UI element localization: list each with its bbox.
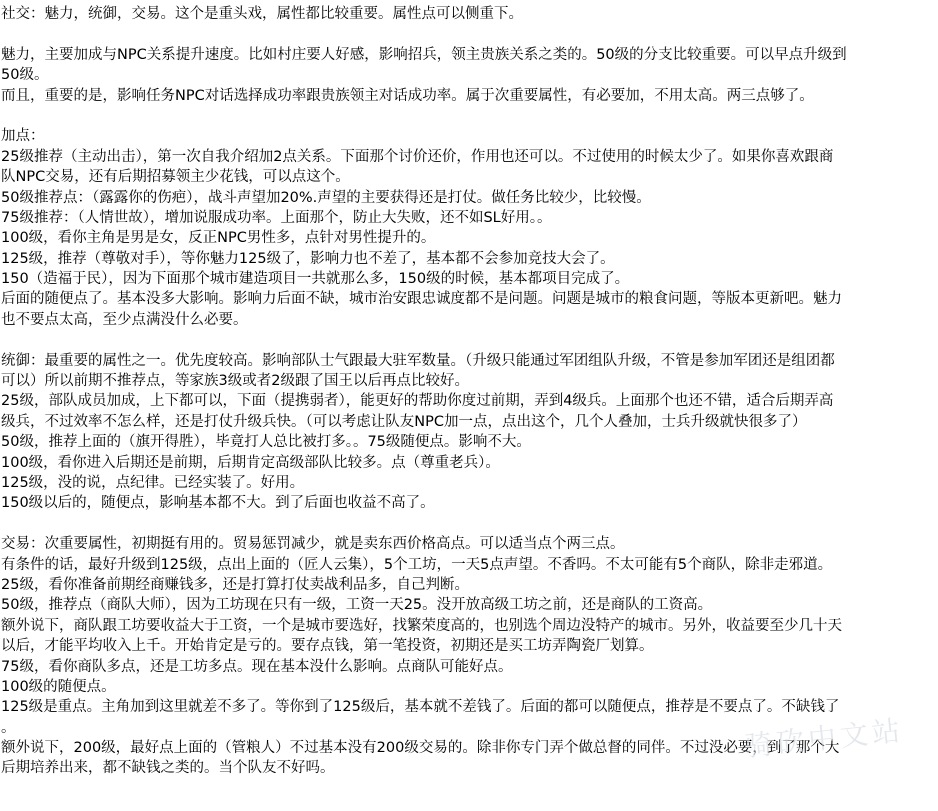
text-line: 而且，重要的是，影响任务NPC对话选择成功率跟贵族领主对话成功率。属于次重要属性，有必要加，不用太高。两三点够了。 [1, 87, 814, 104]
blank-line [1, 24, 933, 44]
blank-line [1, 330, 933, 350]
text-line: 50级。 [1, 67, 49, 84]
text-line: 75级推荐：（人情世故），增加说服成功率。上面那个，防止大失败，还不如SL好用。。 [1, 209, 552, 226]
text-line: 后面的随便点了。基本没多大影响。影响力后面不缺，城市治安跟忠诚度都不是问题。问题是城市的粮食问题，等版本更新吧。魅力 [1, 291, 842, 308]
text-line: 有条件的话，最好升级到125级，点出上面的（匠人云集），5个工坊，一天5点声望。不香吗。不太可能有5个商队，除非走邪道。 [1, 556, 833, 573]
text-line: 25级，部队成员加成，上下都可以，下面（提携弱者），能更好的帮助你度过前期，弄到4级兵。上面那个也还不错，适合后期弄高 [1, 393, 834, 410]
text-line: 125级是重点。主角加到这里就差不多了。等你到了125级后，基本就不差钱了。后面的都可以随便点，推荐是不要点了。不缺钱了 [1, 699, 840, 716]
text-line: 。 [1, 719, 16, 736]
text-line: 队NPC交易，还有后期招募领主少花钱，可以点这个。 [1, 169, 350, 186]
text-line: 100级的随便点。 [1, 678, 116, 695]
text-line: 额外说下，200级，最好点上面的（管粮人）不过基本没有200级交易的。除非你专门弄个做总督的同伴。不过没必要，到了那个大 [1, 740, 840, 757]
text-line: 50级，推荐点（商队大师），因为工坊现在只有一级，工资一天25。没开放高级工坊之前，还是商队的工资高。 [1, 597, 713, 614]
text-line: 后期培养出来，都不缺钱之类的。当个队友不好吗。 [1, 760, 335, 777]
text-line: 125级，没的说，点纪律。已经实装了。好用。 [1, 474, 305, 491]
text-line: 75级，看你商队多点，还是工坊多点。现在基本没什么影响。点商队可能好点。 [1, 658, 513, 675]
text-line: 25级推荐（主动出击），第一次自我介绍加2点关系。下面那个讨价还价，作用也还可以。不过使用的时候太少了。如果你喜欢跟商 [1, 148, 834, 165]
text-line: 以后，才能平均收入上千。开始肯定是亏的。要存点钱，第一笔投资，初期还是买工坊弄陶瓷厂划算。 [1, 638, 654, 655]
text-line: 级兵，不过效率不怎么样，还是打仗升级兵快。（可以考虑让队友NPC加一点，点出这个，几个人叠加，士兵升级就快很多了） [1, 413, 807, 430]
blank-line [1, 514, 933, 534]
text-line: 100级，看你进入后期还是前期，后期肯定高级部队比较多。点（尊重老兵）。 [1, 454, 500, 471]
text-line: 125级，推荐（尊敬对手），等你魅力125级了，影响力也不差了，基本都不会参加竞技大会了。 [1, 250, 615, 267]
text-line: 100级，看你主角是男是女，反正NPC男性多，点针对男性提升的。 [1, 230, 436, 247]
text-line: 150（造福于民），因为下面那个城市建造项目一共就那么多，150级的时候，基本都项目完成了。 [1, 271, 630, 288]
text-line: 50级，推荐上面的（旗开得胜），毕竟打人总比被打多。。75级随便点。影响不大。 [1, 434, 531, 451]
watermark-logo: 骑砍中文站 [742, 713, 906, 764]
text-line: 社交：魅力，统御，交易。这个是重头戏，属性都比较重要。属性点可以侧重下。 [1, 6, 523, 22]
text-line: 魅力，主要加成与NPC关系提升速度。比如村庄要人好感，影响招兵，领主贵族关系之类的。50级的分支比较重要。可以早点升级到 [1, 46, 847, 63]
text-line: 额外说下，商队跟工坊要收益大于工资，一个是城市要选好，找繁荣度高的，也别选个周边没特产的城市。另外，收益要至少几十天 [1, 617, 842, 634]
text-line: 交易：次重要属性，初期挺有用的。贸易惩罚减少，就是卖东西价格高点。可以适当点个两三点。 [1, 536, 625, 553]
text-line: 统御：最重要的属性之一。优先度较高。影响部队士气跟最大驻军数量。（升级只能通过军团组队升级，不管是参加军团还是组团都 [1, 352, 835, 369]
text-line: 150级以后的，随便点，影响基本都不大。到了后面也收益不高了。 [1, 495, 435, 512]
text-line: 加点： [1, 128, 45, 145]
text-line: 可以）所以前期不推荐点，等家族3级或者2级跟了国王以后再点比较好。 [1, 373, 469, 390]
text-line: 25级，看你准备前期经商赚钱多，还是打算打仗卖战利品多，自己判断。 [1, 576, 469, 593]
text-line: 也不要点太高，至少点满没什么必要。 [1, 311, 248, 328]
article-body [1, 4, 933, 779]
blank-line [1, 106, 933, 126]
text-line: 50级推荐点：（露露你的伤疤），战斗声望加20%.声望的主要获得还是打仗。做任务比较少，比较慢。 [1, 189, 651, 206]
